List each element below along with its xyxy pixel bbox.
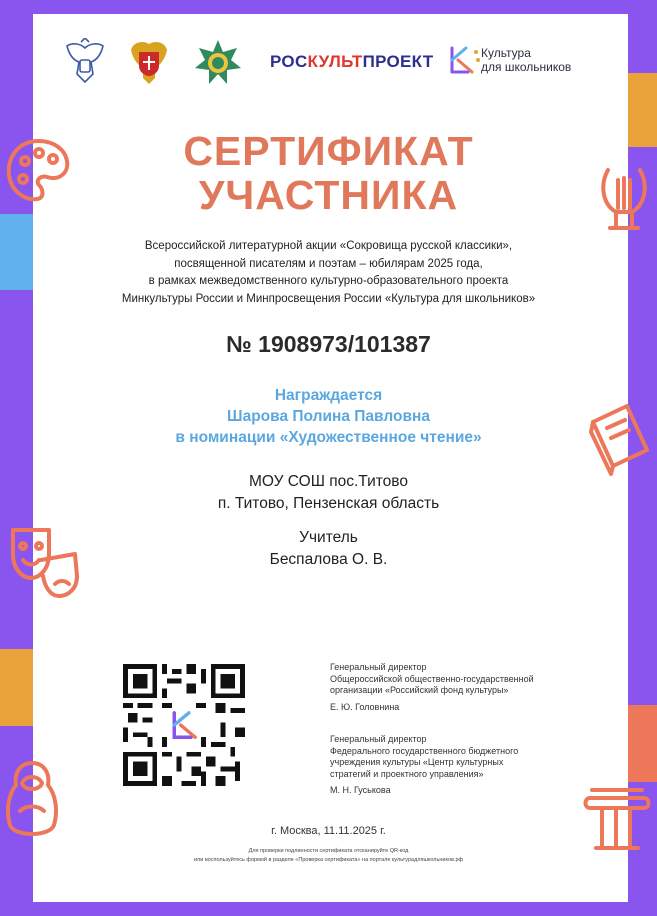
title-line2: УЧАСТНИКА [198,172,459,218]
star-emblem-icon [193,38,243,88]
signatory-name: Е. Ю. Головнина [330,701,400,712]
certificate-number: № 1908973/101387 [226,331,431,357]
description-line: Минкультуры России и Минпросвещения России «Культура для школьников» [121,292,536,305]
award-label: Награждается [274,387,383,404]
teacher-name: Беспалова О. В. [269,551,388,568]
qr-code-icon[interactable] [123,664,245,786]
stripe-orange-left [0,649,33,726]
signature-line: Общероссийской общественно-государственной [330,673,534,684]
roskult-part1: РОС [270,52,308,71]
teacher-block [0,527,657,571]
school-location: п. Титово, Пензенская область [217,495,440,512]
verification-note [0,847,657,864]
teacher-label: Учитель [299,529,358,546]
verification-line: Для проверки подлинности сертификата отсканируйте QR-код [248,848,409,854]
description-line: Всероссийской литературной акции «Сокровища русской классики», [144,240,513,252]
russian-coat-of-arms-icon [63,38,107,86]
kds-logo-icon [448,44,482,76]
roskult-part2: КУЛЬТ [307,52,363,71]
place-date: г. Москва, 11.11.2025 г. [271,825,386,837]
roskultproekt-logo [270,52,433,72]
signature-line: стратегий и проектного управления» [330,768,484,779]
stripe-coral-right [628,705,657,782]
signature-line: Генеральный директор [330,734,427,744]
school-block [0,471,657,515]
signature-line: Федерального государственного бюджетного [330,745,519,756]
verification-line: или воспользуйтесь формой в разделе «Проверка сертификата» на портале культурадляшкольников.рф [193,856,464,863]
description-line: в рамках межведомственного культурно-образовательного проекта [148,275,509,287]
award-block [0,385,657,448]
recipient-name: Шарова Полина Павловна [227,408,430,425]
school-name: МОУ СОШ пос.Титово [249,473,408,490]
kds-line1: Культура [481,46,531,60]
description [0,238,657,308]
kds-line2: для школьников [481,60,572,74]
roskult-part3: ПРОЕКТ [362,52,434,71]
signature-line: учреждения культуры «Центр культурных [330,757,504,768]
title-line1: СЕРТИФИКАТ [183,128,474,174]
signature-line: организации «Российский фонд культуры» [330,685,509,696]
kds-logo-text [481,46,571,74]
column-icon [580,778,657,854]
nomination: в номинации «Художественное чтение» [175,429,482,446]
signature-line: Генеральный директор [330,662,427,672]
signatory-name: М. Н. Гуськова [330,785,391,796]
signature-block-1 [330,662,534,713]
description-line: посвященной писателям и поэтам – юбилярам 2025 года, [174,257,483,270]
emblem-icon [127,38,171,86]
signature-block-2 [330,734,518,797]
